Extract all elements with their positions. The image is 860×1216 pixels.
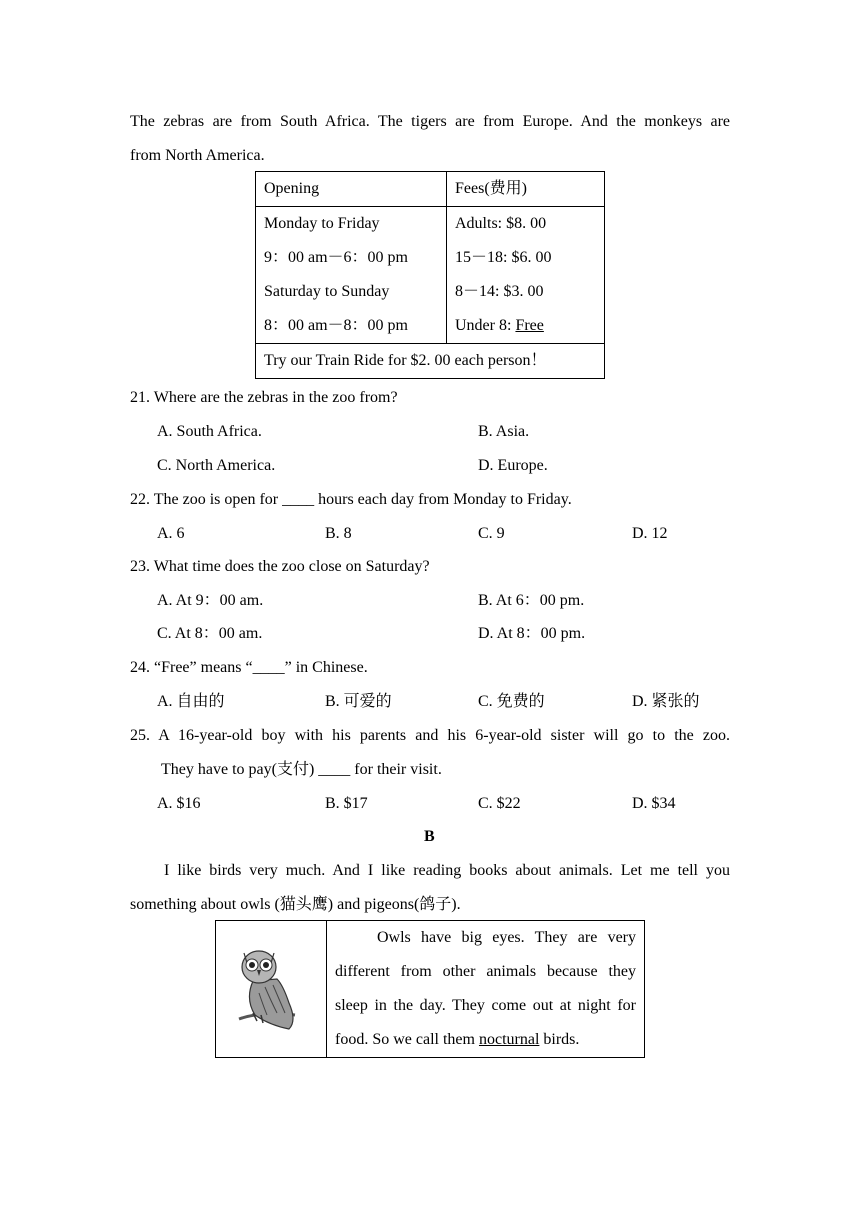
question-23: 23. What time does the zoo close on Saturday?	[130, 558, 430, 575]
zoo-info-table	[255, 171, 605, 379]
passage-b-intro-line2: something about owls (猫头鹰) and pigeons(鸽子).	[130, 896, 461, 913]
fee-line: Adults: $8. 00	[455, 215, 547, 232]
q22-option-a: A. 6	[157, 525, 185, 542]
q21-option-d: D. Europe.	[478, 457, 548, 474]
owl-text-final: food. So we call them	[335, 1031, 479, 1048]
q21-option-c: C. North America.	[157, 457, 276, 474]
train-ride-cell	[256, 344, 605, 379]
opening-line: Saturday to Sunday	[264, 283, 390, 300]
opening-line: 9：00 am－6：00 pm	[264, 249, 408, 266]
owl-illustration	[231, 941, 311, 1033]
q25-option-c: C. $22	[478, 795, 521, 812]
q24-option-b: B. 可爱的	[325, 693, 392, 710]
question-21: 21. Where are the zebras in the zoo from?	[130, 389, 398, 406]
passage-a-intro-line2: from North America.	[130, 147, 265, 164]
question-24: 24. “Free” means “____” in Chinese.	[130, 659, 368, 676]
fees-header: Fees(费用)	[455, 180, 527, 197]
owl-text-line: Owls have big eyes. They are very	[377, 929, 636, 946]
fee-line: 15－18: $6. 00	[455, 249, 552, 266]
q23-option-c: C. At 8：00 am.	[157, 625, 263, 642]
q22-option-c: C. 9	[478, 525, 505, 542]
fee-line	[455, 309, 596, 343]
owl-text-line: sleep in the day. They come out at night for	[335, 997, 636, 1014]
q23-option-d: D. At 8：00 pm.	[478, 625, 586, 642]
q22-option-d: D. 12	[632, 525, 668, 542]
owl-image-cell	[216, 921, 327, 1058]
fees-cell	[447, 207, 605, 344]
train-ride-note: Try our Train Ride for $2. 00 each person！	[264, 352, 547, 369]
owl-text-line	[335, 1023, 636, 1057]
opening-hours-cell	[256, 207, 447, 344]
q25-option-b: B. $17	[325, 795, 368, 812]
owl-text-cell	[327, 921, 645, 1058]
nocturnal-word: nocturnal	[478, 1031, 540, 1048]
q23-option-b: B. At 6：00 pm.	[478, 592, 585, 609]
free-word: Free	[515, 317, 544, 334]
q24-option-d: D. 紧张的	[632, 693, 700, 710]
question-22: 22. The zoo is open for ____ hours each day from Monday to Friday.	[130, 491, 572, 508]
fee-under-8-label: Under 8:	[455, 317, 516, 334]
q25-option-a: A. $16	[157, 795, 201, 812]
q21-option-a: A. South Africa.	[157, 423, 262, 440]
opening-line: Monday to Friday	[264, 215, 380, 232]
question-25-line2: They have to pay(支付) ____ for their visit.	[161, 761, 442, 778]
question-25-line1: 25. A 16-year-old boy with his parents and his 6-year-old sister will go to the zoo.	[130, 727, 730, 744]
q24-option-a: A. 自由的	[157, 693, 225, 710]
q25-option-d: D. $34	[632, 795, 676, 812]
owl-text-line: different from other animals because they	[335, 963, 636, 980]
opening-header-cell	[256, 172, 447, 207]
fees-header-cell	[447, 172, 605, 207]
passage-a-intro-line1: The zebras are from South Africa. The tigers are from Europe. And the monkeys are	[130, 113, 730, 130]
q23-option-a: A. At 9：00 am.	[157, 592, 264, 609]
opening-line: 8：00 am－8：00 pm	[264, 317, 408, 334]
q24-option-c: C. 免费的	[478, 693, 545, 710]
passage-b-heading: B	[424, 828, 435, 845]
opening-header: Opening	[264, 180, 320, 197]
fee-line: 8－14: $3. 00	[455, 283, 544, 300]
owl-info-table	[215, 920, 645, 1058]
q22-option-b: B. 8	[325, 525, 352, 542]
passage-b-intro-line1: I like birds very much. And I like reading books about animals. Let me tell you	[164, 862, 730, 879]
owl-text-tail: birds.	[539, 1031, 580, 1048]
q21-option-b: B. Asia.	[478, 423, 530, 440]
